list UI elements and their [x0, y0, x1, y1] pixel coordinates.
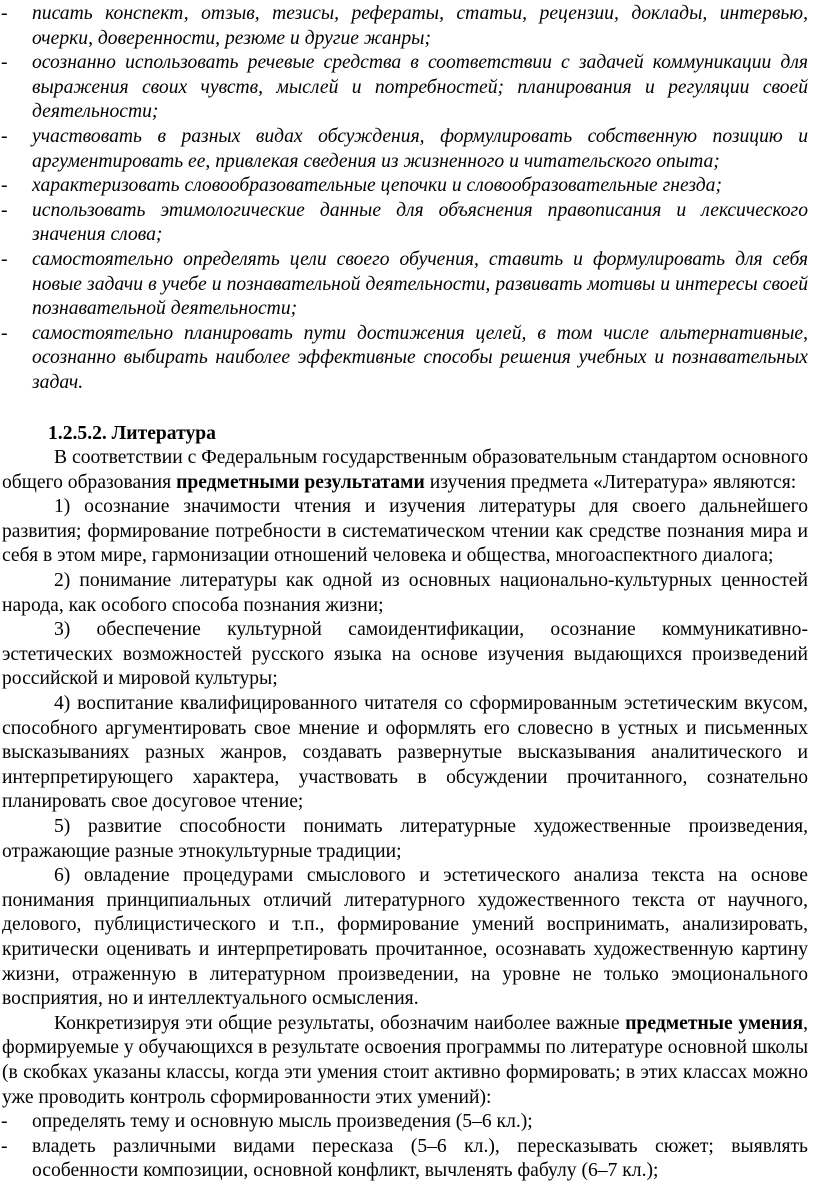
list-item	[0, 1135, 816, 1184]
list-item-text: определять тему и основную мысль произведения (5–6 кл.);	[32, 1111, 533, 1133]
list-item-text: осознанно использовать речевые средства в соответствии с задачей коммуникации для выражения своих чувств, мыслей и потребностей; планирования и регуляции своей деятельности;	[32, 52, 808, 123]
list-item	[0, 1110, 816, 1135]
result-item: 2) понимание литературы как одной из основных национально-культурных ценностей народа, как особого способа познания жизни;	[2, 570, 808, 616]
dash-marker: -	[1, 52, 8, 74]
dash-marker: -	[1, 322, 8, 344]
list-item-text: участвовать в разных видах обсуждения, формулировать собственную позицию и аргументировать ее, привлекая сведения из жизненного и читательского опыта;	[32, 125, 808, 172]
concretize-text: Конкретизируя эти общие результаты, обозначим наиболее важные	[54, 1012, 626, 1034]
intro-text: В соответствии с Федеральным государственным образовательным стандартом основного общего образования	[2, 447, 808, 493]
dash-marker: -	[1, 1135, 8, 1157]
list-item-text: писать конспект, отзыв, тезисы, рефераты, статьи, рецензии, доклады, интервью, очерки, доверенности, резюме и другие жанры;	[32, 3, 808, 49]
dash-marker: -	[1, 125, 8, 147]
list-item	[0, 248, 816, 322]
list-item-text: самостоятельно планировать пути достижения целей, в том числе альтернативные, осознанно выбирать наиболее эффективные способы решения учебных и познавательных задач.	[32, 322, 808, 393]
concretize-bold-term: предметные умения	[625, 1012, 804, 1034]
list-item	[0, 199, 816, 248]
list-item-text: использовать этимологические данные для объяснения правописания и лексического значения слова;	[32, 199, 808, 246]
dash-marker: -	[1, 248, 8, 270]
intro-bold-term: предметными результатами	[176, 471, 425, 493]
dash-marker: -	[1, 1111, 8, 1133]
result-item: 1) осознание значимости чтения и изучения литературы для своего дальнейшего развития; формирование потребности в систематическом чтении как средстве познания мира и себя в этом мире, гармонизации отношений человека и общества, многоаспектного диалога;	[2, 496, 808, 567]
list-item	[0, 51, 816, 125]
result-item: 6) овладение процедурами смыслового и эстетического анализа текста на основе понимания принципиальных отличий литературного художественного текста от научного, делового, публицистического и т.п., формирование умений воспринимать, анализировать, критически оценивать и интерпретировать прочитанное, осознавать художественную картину жизни, отраженную в литературном произведении, на уровне не только эмоционального восприятия, но и интеллектуального осмысления.	[2, 865, 808, 1010]
dash-marker: -	[1, 199, 8, 221]
list-item	[0, 322, 816, 396]
list-item	[0, 2, 816, 51]
list-item	[0, 125, 816, 174]
result-item: 5) развитие способности понимать литературные художественные произведения, отражающие разные этнокультурные традиции;	[2, 816, 808, 862]
skills-list-italic	[0, 0, 816, 396]
dash-marker: -	[1, 175, 8, 197]
skills-list	[0, 1110, 816, 1184]
list-item	[0, 174, 816, 199]
result-item: 3) обеспечение культурной самоидентификации, осознание коммуникативно-эстетических возможностей русского языка на основе изучения выдающихся произведений российской и мировой культуры;	[2, 619, 808, 690]
list-item-text: характеризовать словообразовательные цепочки и словообразовательные гнезда;	[32, 175, 723, 197]
list-item-text: владеть различными видами пересказа (5–6 кл.), пересказывать сюжет; выявлять особенности композиции, основной конфликт, вычленять фабулу (6–7 кл.);	[32, 1135, 808, 1182]
intro-paragraph	[0, 446, 816, 495]
dash-marker: -	[1, 3, 8, 24]
intro-text-end: изучения предмета «Литература» являются:	[424, 471, 797, 493]
result-item: 4) воспитание квалифицированного читателя со сформированным эстетическим вкусом, способного аргументировать свое мнение и оформлять его словесно в устных и письменных высказываниях разных жанров, создавать развернутые высказывания аналитического и интерпретирующего характера, участвовать в обсуждении прочитанного, сознательно планировать свое досуговое чтение;	[2, 693, 808, 813]
section-heading: 1.2.5.2. Литература	[48, 422, 216, 444]
concretize-paragraph	[0, 1012, 816, 1110]
concretize-text-end: , формируемые у обучающихся в результате освоения программы по литературе основной школы (в скобках указаны классы, когда эти умения стоит активно формировать; в этих классах можно уже проводить контроль сформированности этих умений):	[2, 1012, 808, 1108]
list-item-text: самостоятельно определять цели своего обучения, ставить и формулировать для себя новые задачи в учебе и познавательной деятельности, развивать мотивы и интересы своей познавательной деятельности;	[32, 248, 808, 320]
